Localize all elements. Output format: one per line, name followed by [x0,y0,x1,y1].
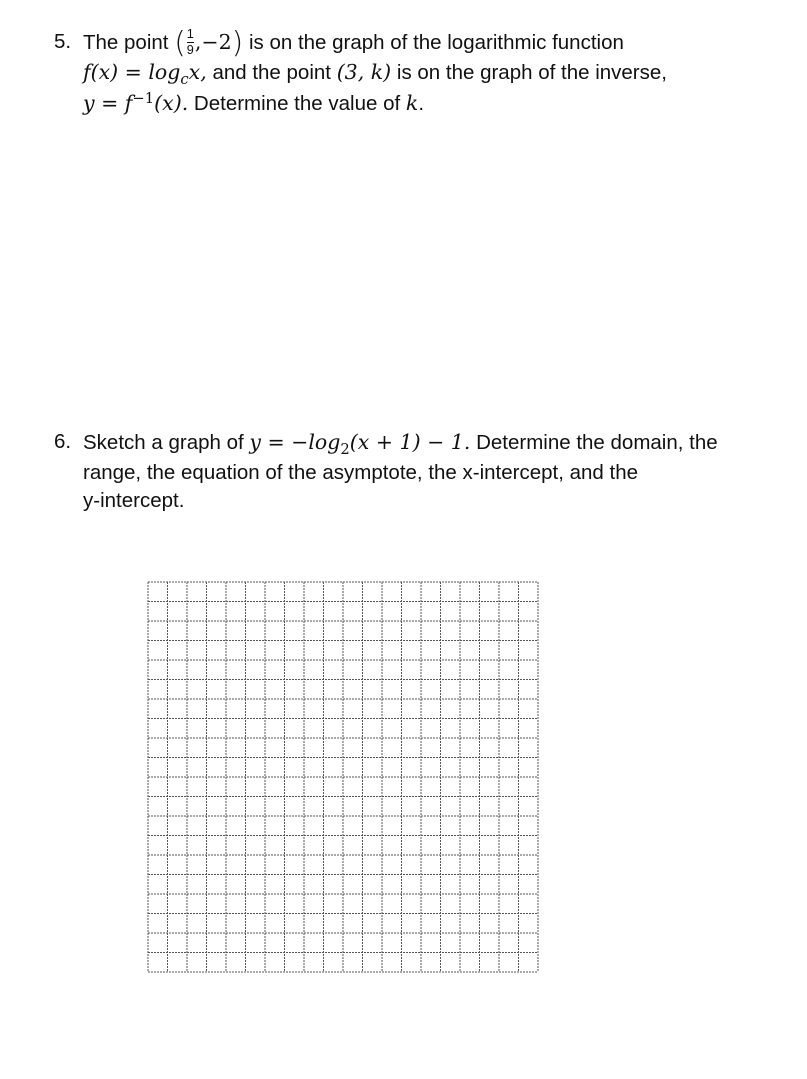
func-arg: (x) = log [90,59,181,84]
var-k: k [405,90,419,115]
question-5-line-1 [83,25,667,61]
graph-paper-grid[interactable] [146,580,540,974]
q5-rest-2: and the point [212,60,331,84]
inverse-y: y = f [83,90,133,115]
question-5 [54,25,667,120]
q6-intro: Sketch a graph of [83,431,244,454]
func-x: x, [188,59,207,84]
eq-lhs: y = −log [249,430,341,454]
grid-svg[interactable] [146,580,540,974]
question-6-line-1 [83,428,718,459]
eq-rhs: (x + 1) − 1. [349,430,471,454]
inverse-arg: (x). [154,90,189,115]
close-paren: ) [231,25,244,61]
q5-rest-4: Determine the value of [193,91,401,115]
question-6-line-3: y-intercept. [83,489,185,512]
fraction-numerator: 1 [186,26,194,42]
inverse-sup: −1 [132,90,155,108]
q5-rest-3: is on the graph of the inverse, [396,60,667,84]
question-5-number: 5. [54,30,72,53]
question-6-line-2: range, the equation of the asymptote, the x-intercept, and the [83,461,639,484]
q5-rest-1: is on the graph of the logarithmic function [248,31,624,54]
q5-period: . [418,91,425,115]
point-y-value: −2 [201,30,232,54]
question-5-line-2 [83,58,667,89]
fraction-denominator: 9 [186,41,194,57]
question-6-number: 6. [54,430,72,453]
q6-line1-rest: Determine the domain, the [476,431,718,454]
open-paren: ( [174,25,186,61]
comma: , [194,30,202,54]
question-5-line-3 [83,89,667,120]
fraction-one-ninth [187,28,194,56]
func-f: f [83,59,91,84]
func-base: c [180,70,189,88]
question-6 [54,428,718,515]
q5-point-text: The point [83,31,169,54]
eq-base: 2 [340,440,350,458]
point-3-k: (3, k) [336,59,392,84]
